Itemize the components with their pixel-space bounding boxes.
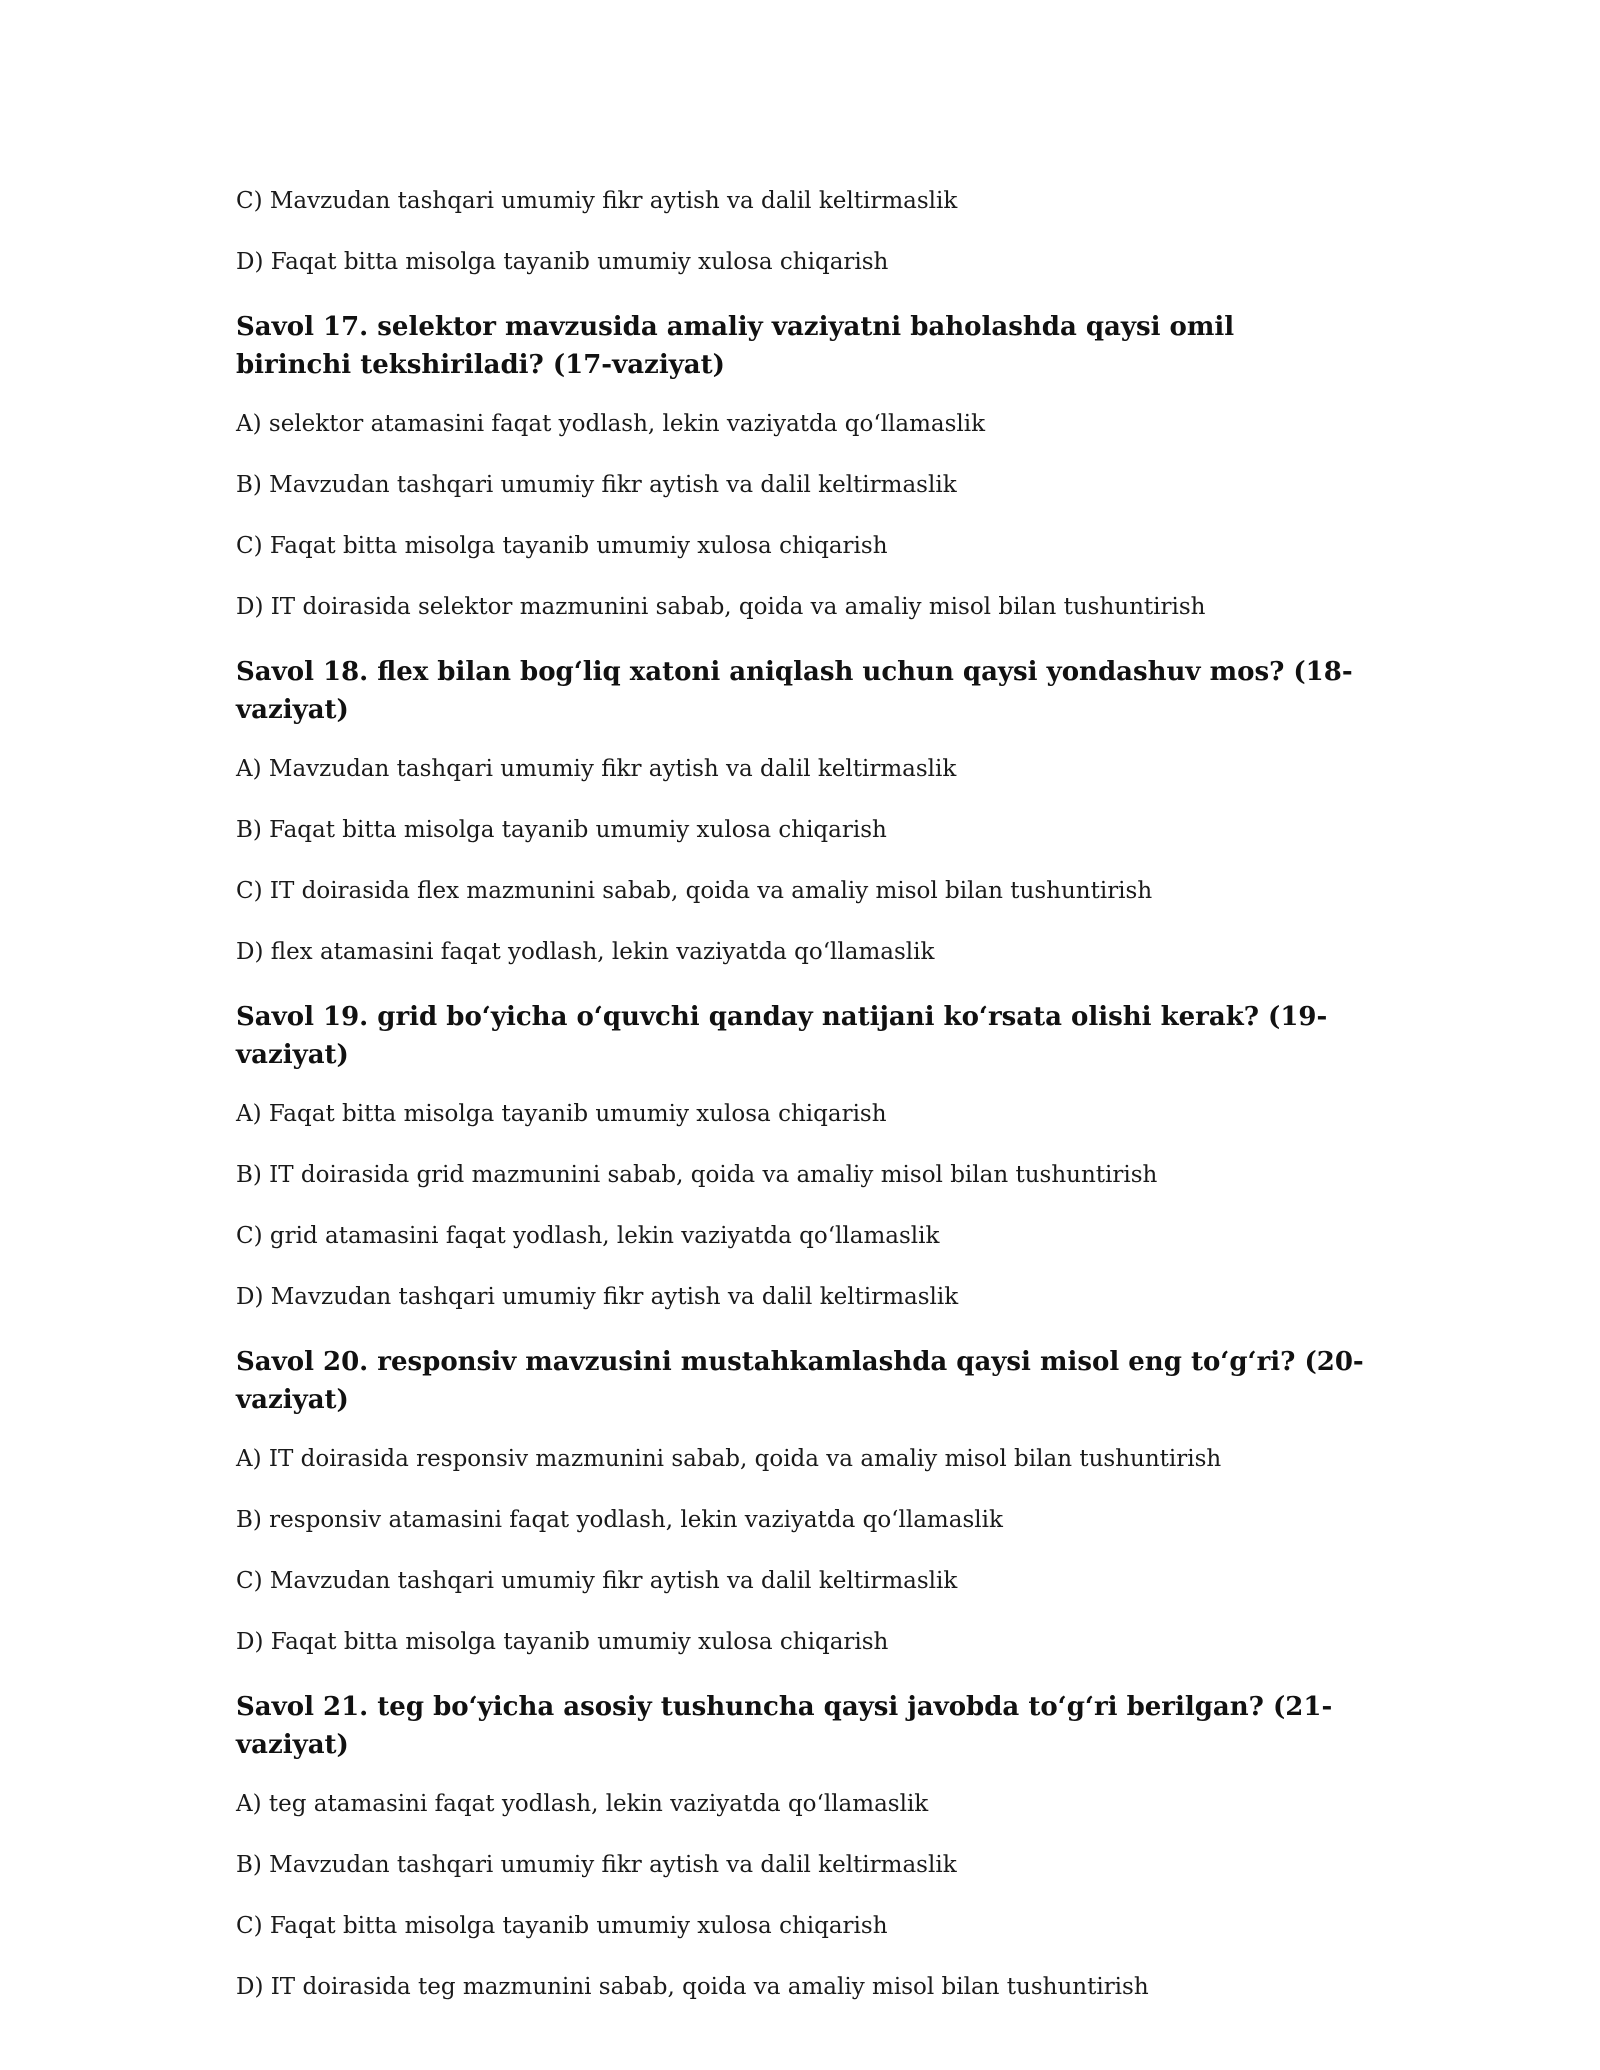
answer-option: C) grid atamasini faqat yodlash, lekin vaziyatda qoʻllamaslik [236, 1223, 940, 1249]
answer-option: D) IT doirasida selektor mazmunini sabab, qoida va amaliy misol bilan tushuntirish [236, 594, 1206, 620]
answer-option: D) Faqat bitta misolga tayanib umumiy xulosa chiqarish [236, 1629, 889, 1655]
answer-option: B) Mavzudan tashqari umumiy fikr aytish va dalil keltirmaslik [236, 1852, 957, 1878]
answer-option: D) flex atamasini faqat yodlash, lekin vaziyatda qoʻllamaslik [236, 939, 935, 965]
answer-option: D) Mavzudan tashqari umumiy fikr aytish va dalil keltirmaslik [236, 1284, 959, 1310]
answer-option: A) Mavzudan tashqari umumiy fikr aytish va dalil keltirmaslik [236, 756, 957, 782]
answer-option: C) Faqat bitta misolga tayanib umumiy xulosa chiqarish [236, 533, 888, 559]
answer-option: A) Faqat bitta misolga tayanib umumiy xulosa chiqarish [236, 1101, 887, 1127]
question-title: Savol 17. selektor mavzusida amaliy vaziyatni baholashda qaysi omil birinchi tekshiriladi? (17-vaziyat) [236, 312, 1235, 380]
answer-option: C) Mavzudan tashqari umumiy fikr aytish va dalil keltirmaslik [236, 188, 958, 214]
answer-option: A) IT doirasida responsiv mazmunini sabab, qoida va amaliy misol bilan tushuntirish [236, 1446, 1222, 1472]
answer-option: A) teg atamasini faqat yodlash, lekin vaziyatda qoʻllamaslik [236, 1791, 929, 1817]
question-title: Savol 21. teg boʻyicha asosiy tushuncha qaysi javobda toʻgʻri berilgan? (21-vaziyat) [236, 1692, 1333, 1760]
answer-option: C) IT doirasida flex mazmunini sabab, qoida va amaliy misol bilan tushuntirish [236, 878, 1153, 904]
answer-option: A) selektor atamasini faqat yodlash, lekin vaziyatda qoʻllamaslik [236, 411, 986, 437]
answer-option: B) Mavzudan tashqari umumiy fikr aytish va dalil keltirmaslik [236, 472, 957, 498]
question-title: Savol 20. responsiv mavzusini mustahkamlashda qaysi misol eng toʻgʻri? (20-vaziyat) [236, 1347, 1364, 1415]
answer-option: C) Mavzudan tashqari umumiy fikr aytish va dalil keltirmaslik [236, 1568, 958, 1594]
answer-option: B) Faqat bitta misolga tayanib umumiy xulosa chiqarish [236, 817, 887, 843]
answer-option: D) IT doirasida teg mazmunini sabab, qoida va amaliy misol bilan tushuntirish [236, 1974, 1149, 2000]
document-content [236, 186, 1436, 2033]
question-title: Savol 18. flex bilan bogʻliq xatoni aniqlash uchun qaysi yondashuv mos? (18-vaziyat) [236, 657, 1353, 725]
question-title: Savol 19. grid boʻyicha oʻquvchi qanday natijani koʻrsata olishi kerak? (19-vaziyat) [236, 1002, 1328, 1070]
answer-option: C) Faqat bitta misolga tayanib umumiy xulosa chiqarish [236, 1913, 888, 1939]
answer-option: B) IT doirasida grid mazmunini sabab, qoida va amaliy misol bilan tushuntirish [236, 1162, 1158, 1188]
answer-option: D) Faqat bitta misolga tayanib umumiy xulosa chiqarish [236, 249, 889, 275]
answer-option: B) responsiv atamasini faqat yodlash, lekin vaziyatda qoʻllamaslik [236, 1507, 1003, 1533]
